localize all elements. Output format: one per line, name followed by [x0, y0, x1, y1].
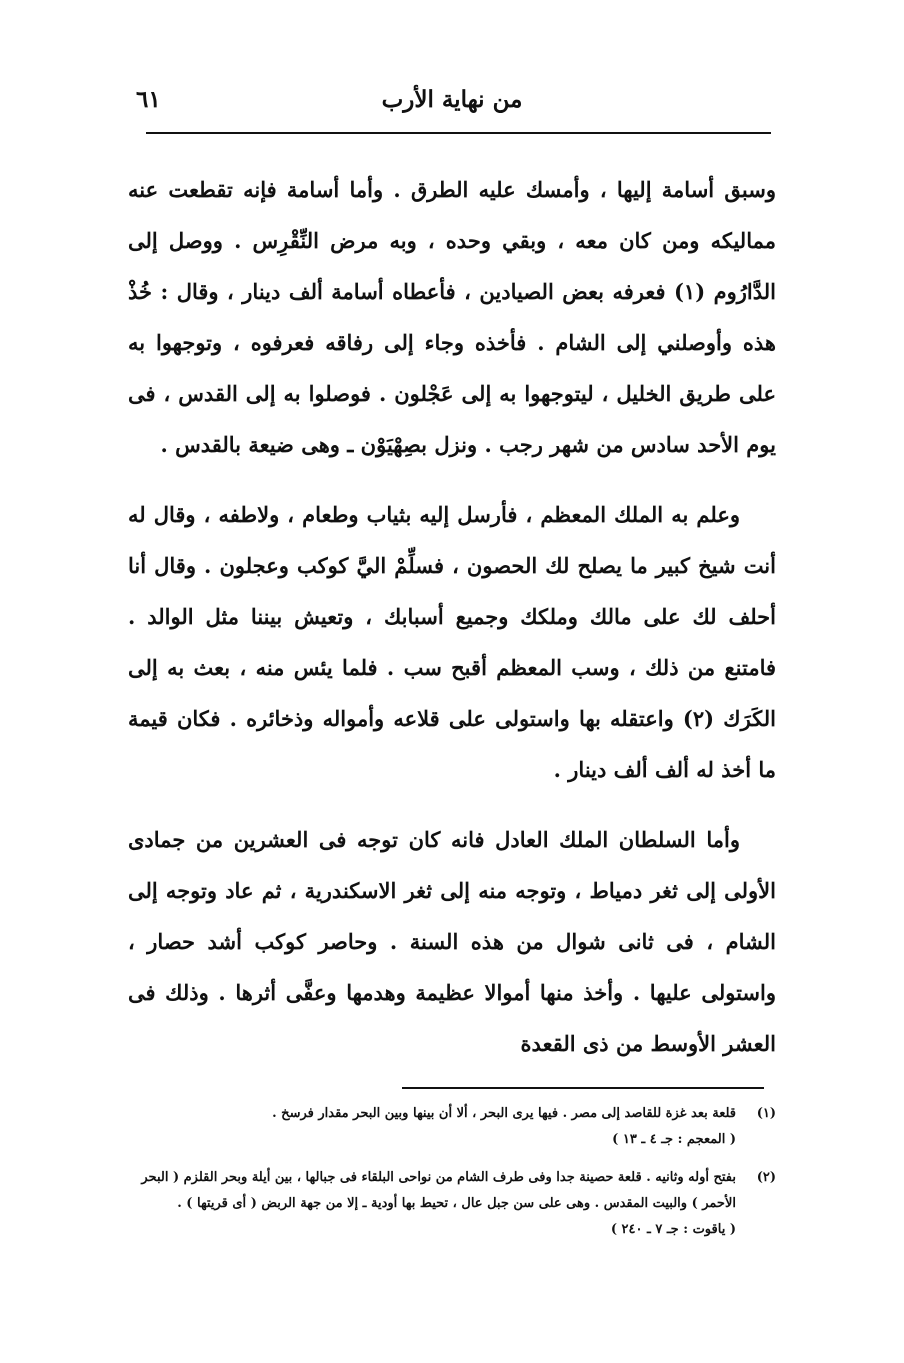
paragraph-2: وعلم به الملك المعظم ، فأرسل إليه بثياب وطعام ، ولاطفه ، وقال له أنت شيخ كبير ما يصلح لك الحصون ، فسلِّمْ اليَّ كوكب وعجلون . وقال أنا أحلف لك على مالك وملكك وجميع أسبابك ، وتعيش بيننا مثل الوالد . فامتنع من ذلك ، وسب المعظم أقبح سب . فلما يئس منه ، بعث به إلى الكَرَك (٢) واعتقله بها واستولى على قلاعه وأمواله وذخائره . فكان قيمة ما أخذ له ألف ألف دينار .: [128, 502, 776, 782]
footnote-body: [128, 1165, 736, 1243]
footnote-line: بفتح أوله وثانيه . قلعة حصينة جدا وفى طرف الشام من نواحى البلقاء فى جبالها ، بين أيلة وبحر القلزم ( البحر: [141, 1170, 736, 1185]
footnote-marker: (٢): [756, 1170, 776, 1185]
footnote-line: قلعة بعد غزة للقاصد إلى مصر . فيها يرى البحر ، ألا أن بينها وبين البحر مقدار فرسخ .: [272, 1106, 736, 1121]
running-title: من نهاية الأرب: [381, 86, 523, 113]
footnote-marker: (١): [756, 1106, 776, 1121]
footnote-citation: ( المعجم : جـ ٤ ـ ١٣ ): [612, 1132, 736, 1147]
paragraph-1: وسبق أسامة إليها ، وأمسك عليه الطرق . وأما أسامة فإنه تقطعت عنه مماليكه ومن كان معه ، وبقي وحده ، وبه مرض النِّقْرِس . ووصل إلى الدَّارُوم (١) فعرفه بعض الصيادين ، فأعطاه أسامة ألف دينار ، وقال : خُذْ هذه وأوصلني إلى الشام . فأخذه وجاء إلى رفاقه فعرفوه ، وتوجهوا به على طريق الخليل ، ليتوجهوا به إلى عَجْلون . فوصلوا به إلى القدس ، فى يوم الأحد سادس من شهر رجب . ونزل بصِهْيَوْن ـ وهى ضيعة بالقدس .: [128, 177, 776, 457]
footnote-line: الأحمر ) والبيت المقدس . وهى على سن جبل عال ، تحيط بها أودية ـ إلا من جهة الربض ( أى قريتها ) .: [177, 1196, 736, 1211]
footnote-rule: [402, 1087, 764, 1089]
footnotes: [128, 1101, 776, 1255]
footnote-2: [128, 1165, 776, 1243]
page-number: ٦١: [136, 86, 161, 113]
footnote-citation: ( ياقوت : جـ ٧ ـ ٢٤٠ ): [610, 1222, 736, 1237]
paragraph-3: وأما السلطان الملك العادل فانه كان توجه فى العشرين من جمادى الأولى إلى ثغر دمياط ، وتوجه منه إلى ثغر الاسكندرية ، ثم عاد وتوجه إلى الشام ، فى ثانى شوال من هذه السنة . وحاصر كوكب أشد حصار ، واستولى عليها . وأخذ منها أموالا عظيمة وهدمها وعفَّى أثرها . وذلك فى العشر الأوسط من ذى القعدة: [128, 827, 776, 1056]
footnote-1: [128, 1101, 776, 1153]
main-text: [128, 164, 776, 1088]
page-header: [134, 86, 770, 126]
footnote-body: [128, 1101, 736, 1153]
header-rule: [146, 132, 771, 134]
